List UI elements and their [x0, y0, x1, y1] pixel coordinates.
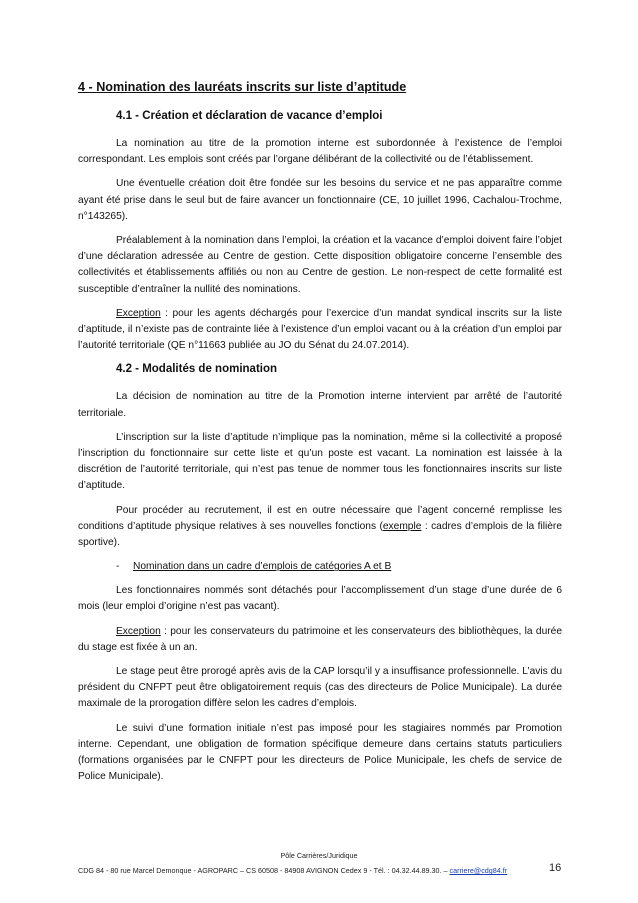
paragraph-text: : cadres d’emplois de la filière sportive). [78, 520, 562, 549]
exception-label: Exception [116, 625, 161, 637]
exception-text: : pour les agents déchargés pour l’exercice d’un mandat syndical inscrits sur la liste d’aptitude, il n’existe pas de contrainte liée à l’existence d’un emploi vacant ou à la création d’un emploi par l’autorité territoriale (QE n°11663 publiée au JO du Sénat du 24.07.2014). [78, 307, 562, 352]
footer-email-link[interactable]: carriere@cdg84.fr [449, 866, 508, 875]
paragraph: Le suivi d’une formation initiale n’est pas imposé pour les stagiaires nommés par Promotion interne. Cependant, une obligation de formation spécifique demeure dans certains statuts particuliers (formations organisées par le CNFPT pour les directeurs de Police Municipale, les chefs de service de Police Municipale). [78, 722, 562, 783]
paragraph: Les fonctionnaires nommés sont détachés pour l’accomplissement d’un stage d’une durée de 6 mois (leur emploi d’origine n’est pas vacant). [78, 585, 562, 613]
subsection-title-4-1: 4.1 - Création et déclaration de vacance d’emploi [116, 110, 383, 122]
page-number: 16 [549, 862, 562, 874]
exception-label: Exception [116, 307, 161, 319]
paragraph-exception [78, 624, 562, 656]
footer-address [78, 866, 507, 875]
dash-list-item [116, 559, 562, 575]
paragraph-text: Pour procéder au recrutement, il est en outre nécessaire que l’agent concerné remplisse les conditions d’aptitude physique relatives à ses nouvelles fonctions ( [78, 504, 562, 532]
footer-address-text: CDG 84 - 80 rue Marcel Demonque - AGROPARC – CS 60508 - 84908 AVIGNON Cedex 9 - Tél. : 04.32.44.89.30. – [78, 866, 450, 875]
paragraph: La nomination au titre de la promotion interne est subordonnée à l’existence de l’emploi correspondant. Les emplois sont créés par l’organe délibérant de la collectivité ou de l’établissement. [78, 138, 562, 166]
paragraph: Préalablement à la nomination dans l’emploi, la création et la vacance d’emploi doivent faire l’objet d’une déclaration adressée au Centre de gestion. Cette disposition obligatoire concerne l’ensemble des collectivités et établissements affiliés ou non au Centre de gestion. Le non-respect de cette formalité est susceptible d’entraîner la nullité des nominations. [78, 235, 562, 295]
section-title: 4 - Nomination des lauréats inscrits sur liste d’aptitude [78, 80, 407, 94]
footer-department: Pôle Carrières/Juridique [280, 851, 358, 860]
paragraph: Le stage peut être prorogé après avis de la CAP lorsqu’il y a insuffisance professionnelle. L’avis du président du CNFPT peut être obligatoirement requis (cas des directeurs de Police Municipale). La durée maximale de la prorogation diffère selon les cadres d’emplois. [78, 666, 562, 710]
paragraph-exception [78, 306, 562, 355]
subsection-title-4-2: 4.2 - Modalités de nomination [116, 363, 278, 376]
paragraph: L’inscription sur la liste d’aptitude n’implique pas la nomination, même si la collectivité a proposé l’inscription du fonctionnaire sur cette liste et qu’un poste est vacant. La nomination est laissée à la discrétion de l’autorité territoriale, qui n’est pas tenue de nommer tous les fonctionnaires inscrits sur liste d’aptitude. [78, 431, 562, 492]
paragraph: Une éventuelle création doit être fondée sur les besoins du service et ne pas apparaître comme ayant été prise dans le seul but de faire avancer un fonctionnaire (CE, 10 juillet 1996, Cachalou-Trochme, n°143265). [78, 178, 562, 222]
example-label: exemple [382, 520, 422, 532]
dash-item-text: Nomination dans un cadre d’emplois de catégories A et B [133, 561, 392, 573]
paragraph [78, 503, 562, 552]
exception-text: : pour les conservateurs du patrimoine et les conservateurs des bibliothèques, la durée du stage est fixée à un an. [78, 625, 562, 653]
page-content [78, 79, 562, 794]
paragraph: La décision de nomination au titre de la Promotion interne intervient par arrêté de l’autorité territoriale. [78, 391, 562, 419]
dash-marker: - [116, 561, 120, 573]
